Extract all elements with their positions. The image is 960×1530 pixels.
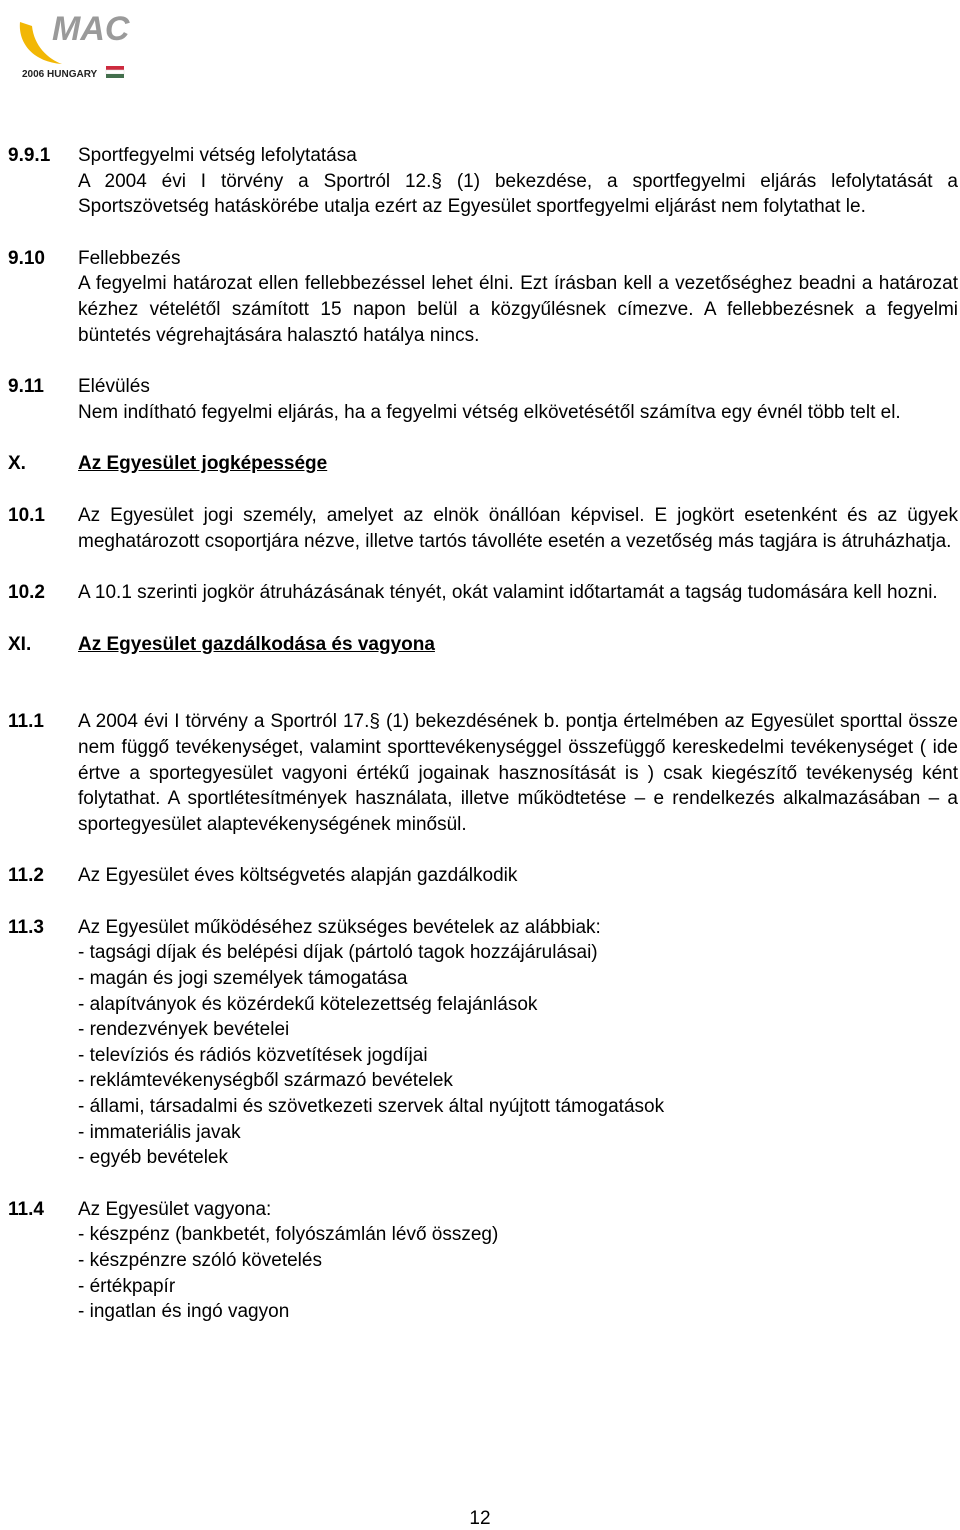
section-number: 11.3	[8, 916, 44, 938]
list-item: - tagsági díjak és belépési díjak (pártoló tagok hozzájárulásai)	[78, 942, 598, 964]
section-text: A 2004 évi I törvény a Sportról 17.§ (1) bekezdésének b. pontja értelmében az Egyesület sporttal össze nem függő tevékenységet, valamint sporttevékenységgel összefüggő kereskedelmi tevékenységet ( ide értve a sportegyesület vagyoni értékű jogainak hasznosítását is ) csak kiegészítő tevékenység ként folytathat. A sportlétesítmények használata, illetve működtetése – e rendelkezés alkalmazásában – a sportegyesület alaptevékenységének minősül.	[78, 711, 958, 835]
section-9-11	[8, 374, 958, 425]
section-11-2	[8, 863, 958, 889]
chapter-title: Az Egyesület gazdálkodása és vagyona	[78, 633, 435, 655]
section-number: 10.1	[8, 504, 45, 526]
mac-logo-graphic	[14, 4, 134, 84]
section-title: Elévülés	[78, 376, 150, 398]
section-number: 11.4	[8, 1198, 44, 1220]
flag-white-stripe	[106, 70, 124, 74]
section-title: Sportfegyelmi vétség lefolytatása	[78, 145, 357, 166]
section-text: Nem indítható fegyelmi eljárás, ha a fegyelmi vétség elkövetésétől számítva egy évnél több telt el.	[78, 401, 901, 423]
section-text: Az Egyesület éves költségvetés alapján gazdálkodik	[78, 865, 518, 887]
list-item: - magán és jogi személyek támogatása	[78, 968, 408, 990]
list-item: - készpénzre szóló követelés	[78, 1250, 322, 1271]
list-item: - reklámtevékenységből származó bevételek	[78, 1070, 453, 1092]
mac-logo	[14, 4, 134, 84]
section-10-2	[8, 580, 958, 606]
chapter-title: Az Egyesület jogképessége	[78, 453, 328, 475]
chapter-x-heading	[8, 451, 958, 477]
chapter-xi-heading	[8, 632, 958, 658]
chapter-number: X.	[8, 453, 26, 475]
section-number: 9.11	[8, 376, 44, 398]
section-text: Az Egyesület jogi személy, amelyet az elnök önállóan képvisel. E jogkört esetenként és az ügyek meghatározott csoportjára nézve, illetve tartós távolléte esetén a vezetőség más tagjára is átruházhatja.	[78, 504, 958, 552]
flag-red-stripe	[106, 66, 124, 70]
list-item: - értékpapír	[78, 1275, 176, 1297]
list-item: - immateriális javak	[78, 1121, 241, 1143]
list-item: - rendezvények bevételei	[78, 1019, 290, 1041]
section-number: 9.10	[8, 247, 45, 269]
section-text: A 10.1 szerinti jogkör átruházásának tényét, okát valamint időtartamát a tagság tudomására kell hozni.	[78, 582, 938, 604]
page-number: 12	[469, 1508, 491, 1529]
section-9-10	[8, 246, 958, 348]
logo-subtext: 2006 HUNGARY	[22, 69, 98, 80]
flag-green-stripe	[106, 74, 124, 78]
section-11-3	[8, 915, 958, 1171]
section-11-4	[8, 1197, 958, 1325]
section-number: 11.1	[8, 711, 44, 733]
section-10-1	[8, 503, 958, 554]
section-number: 10.2	[8, 582, 45, 604]
section-number: 9.9.1	[8, 145, 51, 166]
section-number: 11.2	[8, 865, 44, 887]
list-item: - alapítványok és közérdekű kötelezettség felajánlások	[78, 993, 538, 1015]
section-11-1	[8, 709, 958, 837]
section-text: A 2004 évi I törvény a Sportról 12.§ (1) bekezdése, a sportfegyelmi eljárás lefolytatását a Sportszövetség hatáskörébe utalja ezért az Egyesület sportfegyelmi eljárást nem folytathat le.	[78, 170, 958, 218]
list-intro: Az Egyesület működéséhez szükséges bevételek az alábbiak:	[78, 916, 601, 938]
list-item: - állami, társadalmi és szövetkezeti szervek által nyújtott támogatások	[78, 1096, 665, 1118]
section-9-9-1	[8, 143, 958, 220]
list-item: - televíziós és rádiós közvetítések jogdíjai	[78, 1044, 428, 1066]
list-item: - egyéb bevételek	[78, 1147, 228, 1169]
document-body	[8, 143, 958, 1325]
section-text: A fegyelmi határozat ellen fellebbezéssel lehet élni. Ezt írásban kell a vezetőséghez beadni a határozat kézhez vételétől számított 15 napon belül a közgyűlésnek címezve. A fellebbezésnek a fegyelmi büntetés végrehajtására halasztó hatálya nincs.	[78, 273, 958, 346]
list-intro: Az Egyesület vagyona:	[78, 1198, 272, 1220]
list-item: - ingatlan és ingó vagyon	[78, 1301, 290, 1323]
logo-text: MAC	[52, 10, 130, 48]
section-title: Fellebbezés	[78, 247, 181, 269]
list-item: - készpénz (bankbetét, folyószámlán lévő összeg)	[78, 1224, 499, 1246]
chapter-number: XI.	[8, 633, 32, 655]
